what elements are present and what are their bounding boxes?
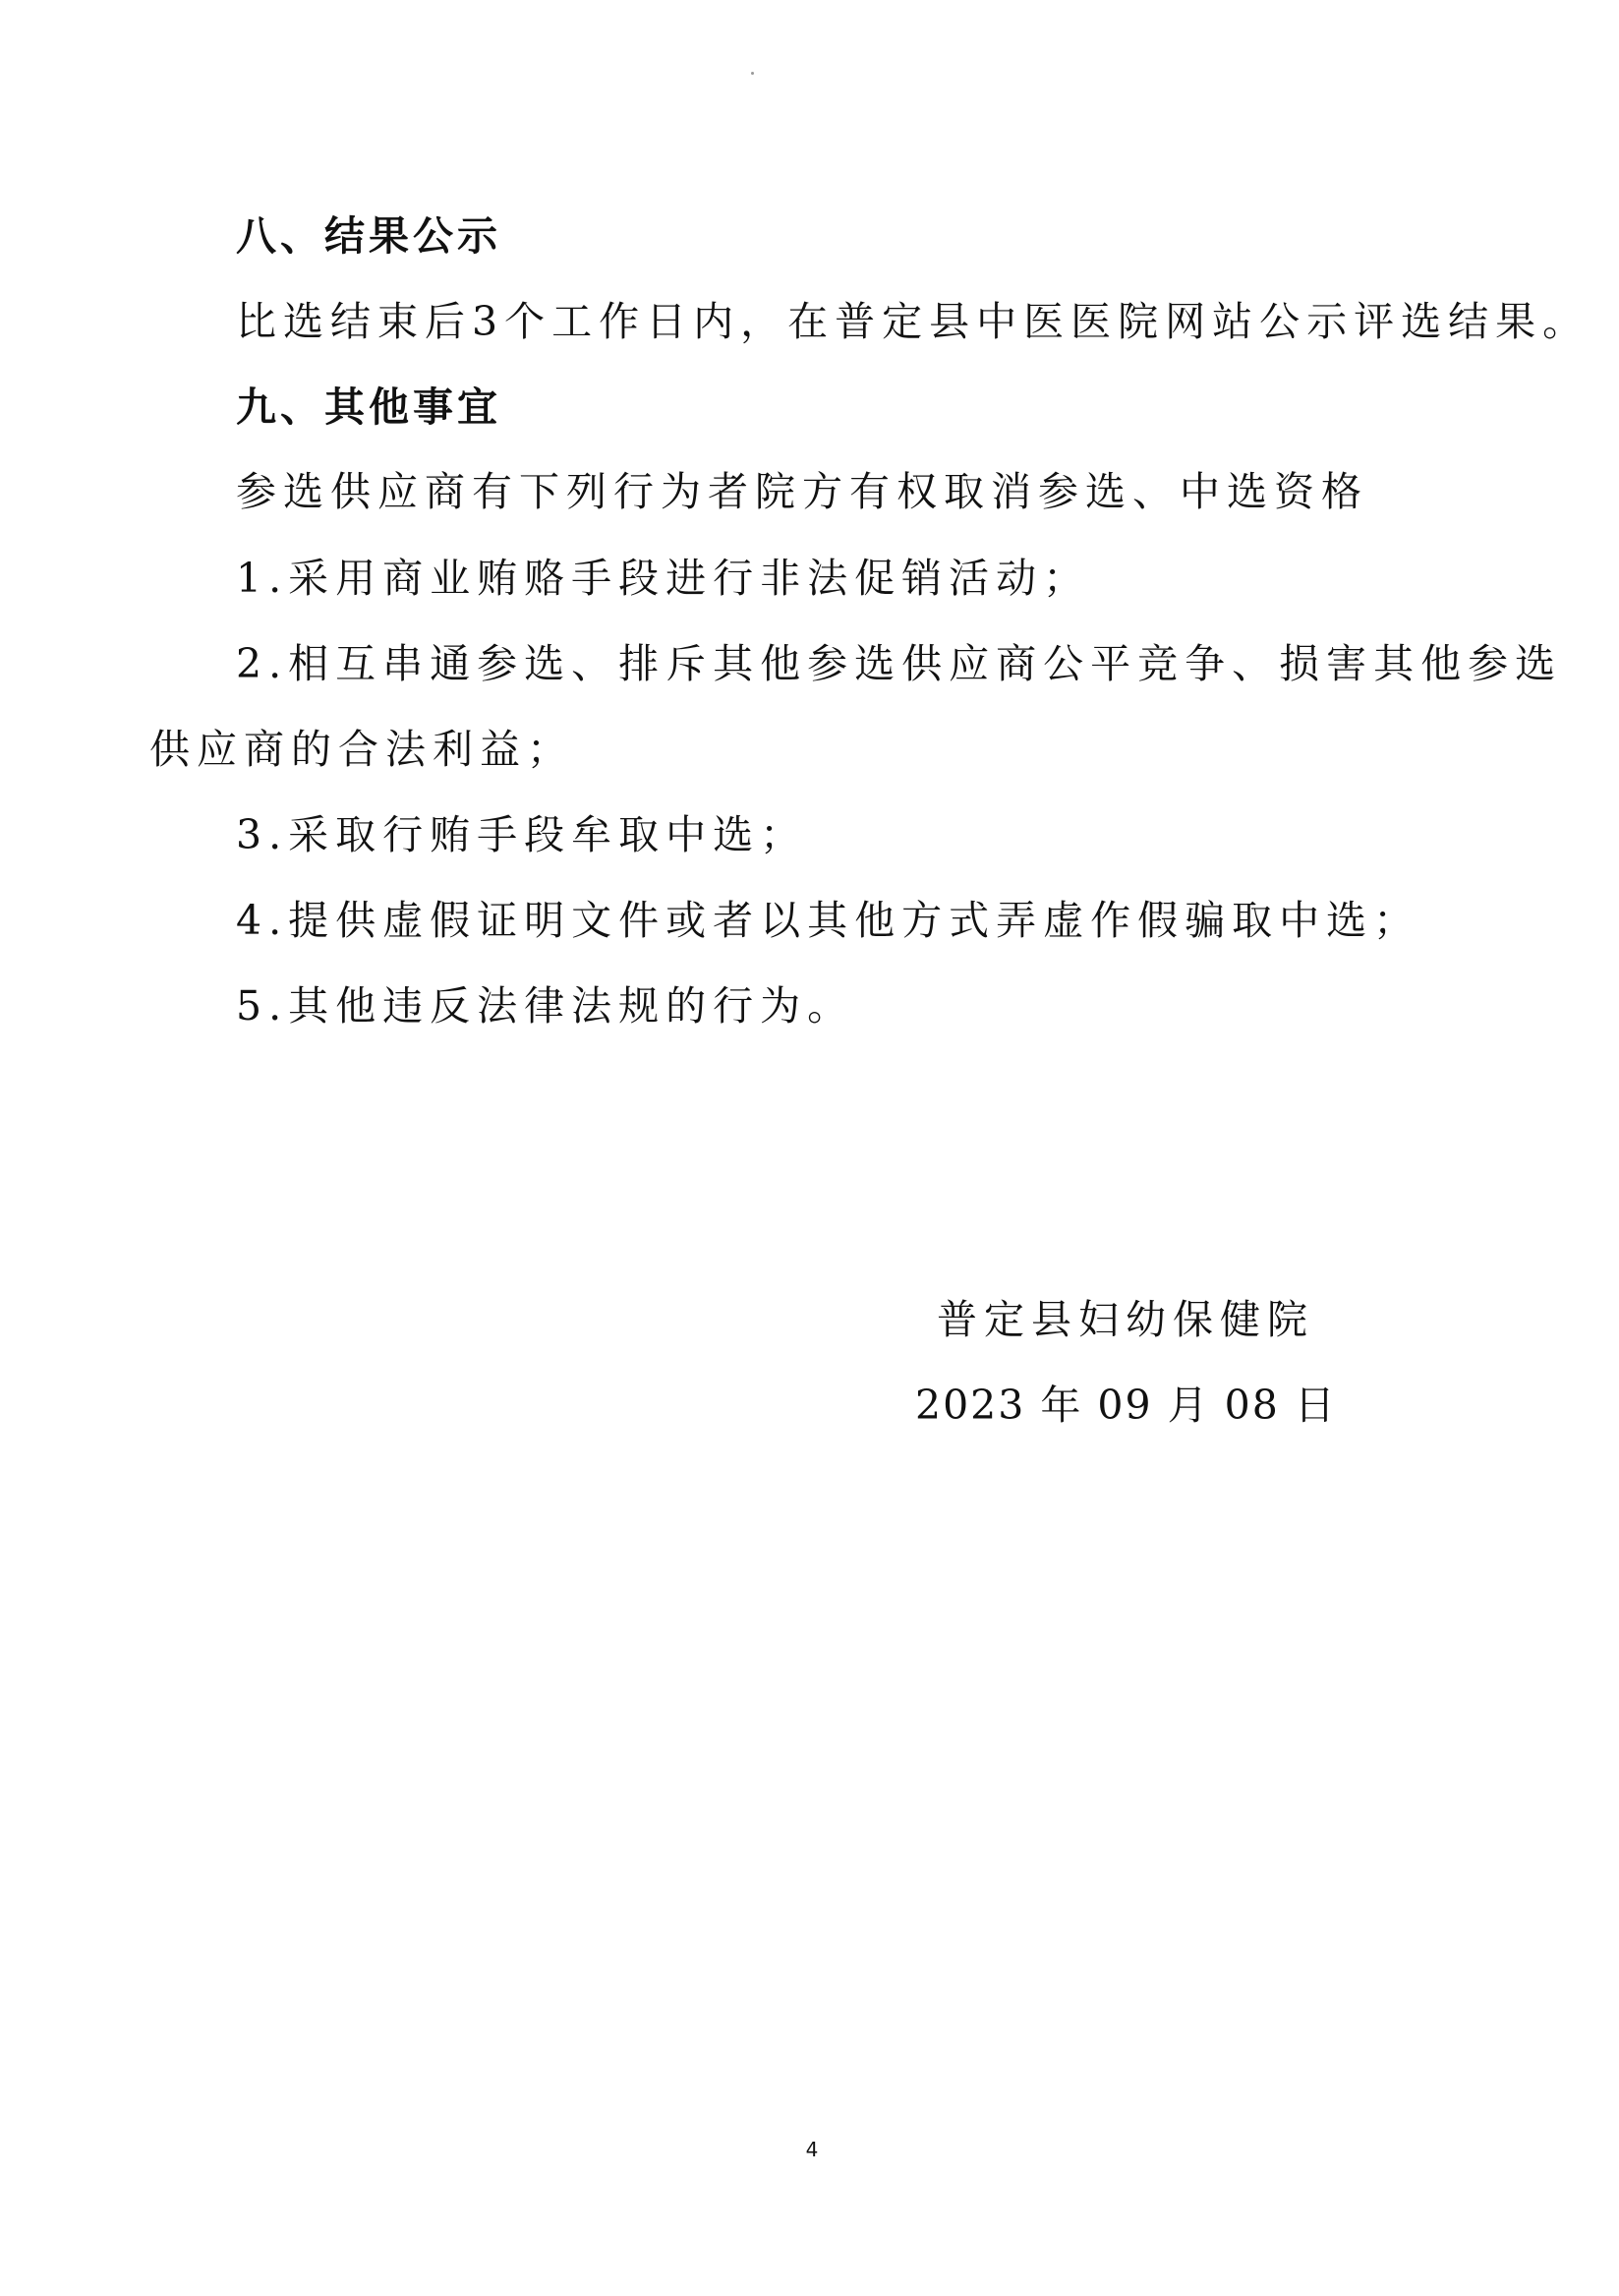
section-intro-other-matters: 参选供应商有下列行为者院方有权取消参选、中选资格 xyxy=(236,468,1368,515)
list-item: 4.提供虚假证明文件或者以其他方式弄虚作假骗取中选； xyxy=(236,897,1421,944)
scan-speck xyxy=(751,72,754,75)
section-heading-results: 八、结果公示 xyxy=(236,212,501,260)
signature-date: 2023 年 09 月 08 日 xyxy=(915,1382,1337,1429)
list-item: 5.其他违反法律法规的行为。 xyxy=(236,982,855,1030)
section-body-results: 比选结束后3个工作日内，在普定县中医医院网站公示评选结果。 xyxy=(236,298,1590,345)
signature-organization: 普定县妇幼保健院 xyxy=(937,1296,1314,1343)
section-heading-other-matters: 九、其他事宜 xyxy=(236,383,501,431)
list-item: 3.采取行贿手段牟取中选； xyxy=(236,811,808,858)
list-item-continuation: 供应商的合法利益； xyxy=(149,726,574,773)
page-number: 4 xyxy=(805,2138,819,2161)
list-item: 1.采用商业贿赂手段进行非法促销活动； xyxy=(236,555,1091,602)
list-item: 2.相互串通参选、排斥其他参选供应商公平竞争、损害其他参选 xyxy=(236,640,1563,687)
